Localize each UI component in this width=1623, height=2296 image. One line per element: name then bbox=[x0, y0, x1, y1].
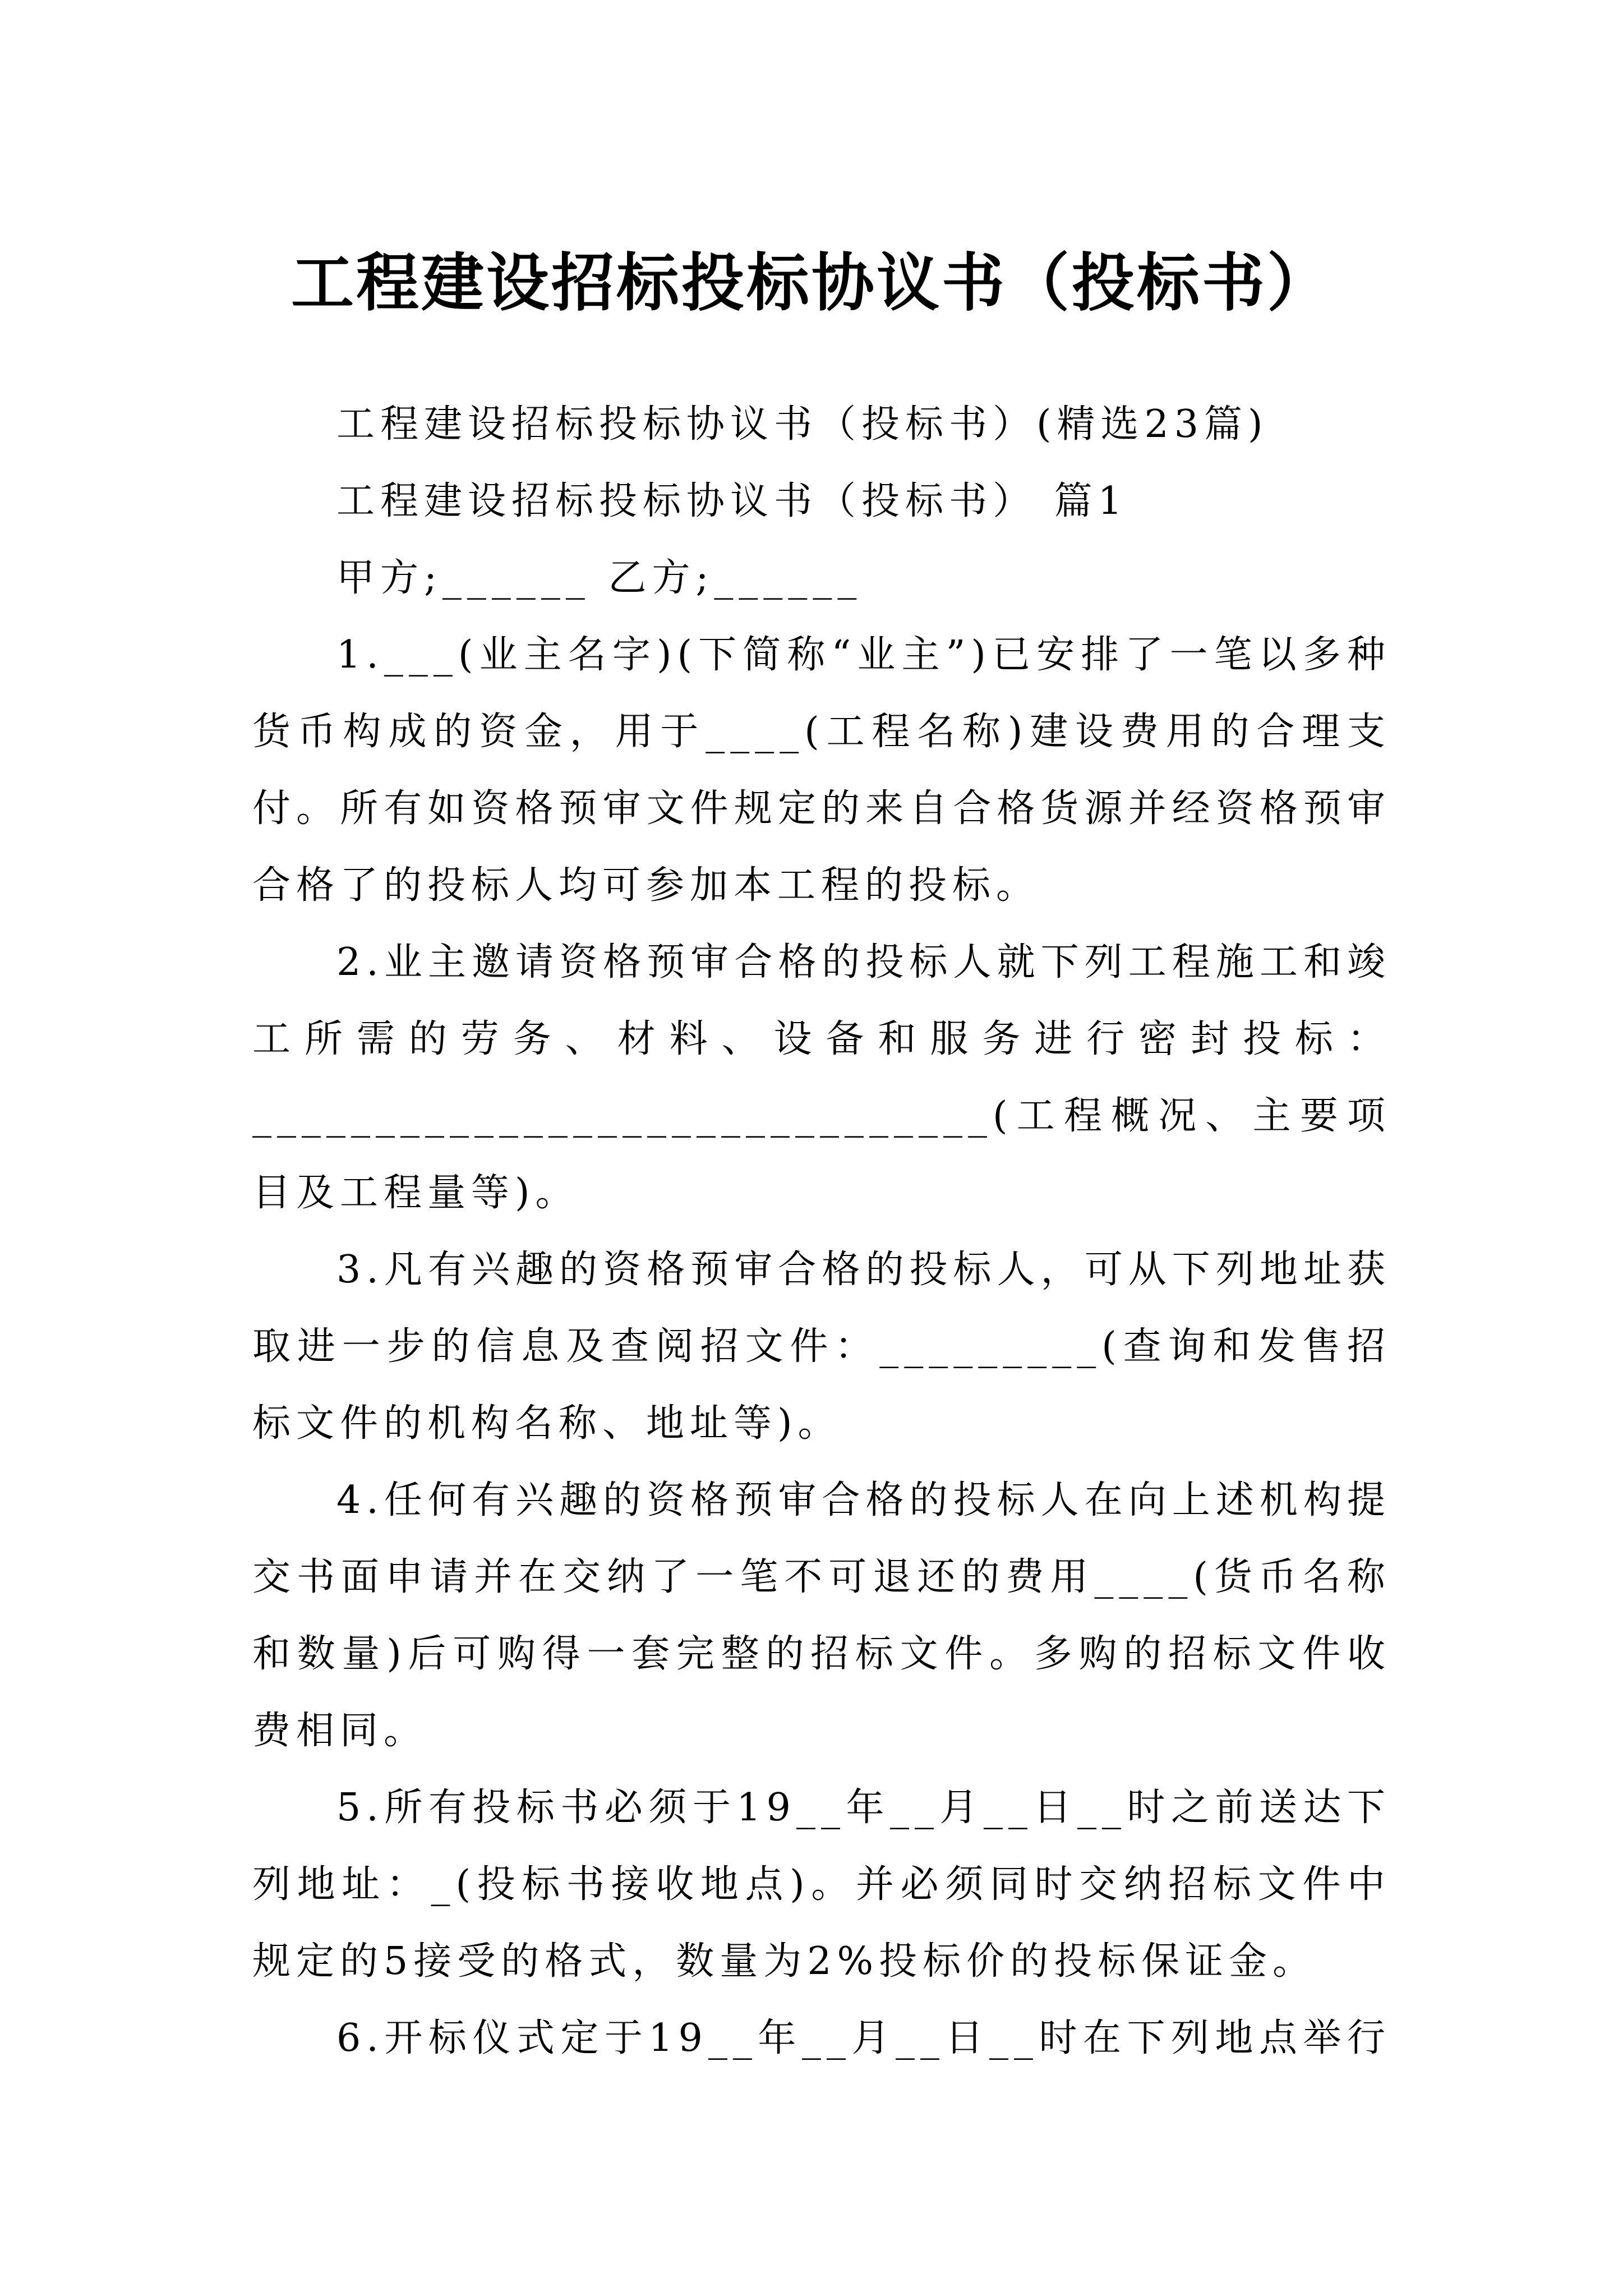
document-body bbox=[252, 386, 1391, 2077]
paragraph: 5.所有投标书必须于19__年__月__日__时之前送达下列地址：_(投标书接收地点)。并必须同时交纳招标文件中规定的5接受的格式，数量为2%投标价的投标保证金。 bbox=[252, 1786, 1391, 1984]
parties-line: 甲方;______ 乙方;______ bbox=[336, 556, 863, 600]
section-heading: 工程建设招标投标协议书（投标书） 篇1 bbox=[336, 479, 1128, 523]
page-title: 工程建设招标投标协议书（投标书） bbox=[291, 246, 1332, 320]
paragraph: 2.业主邀请资格预审合格的投标人就下列工程施工和竣工所需的劳务、材料、设备和服务进行密封投标：______________________________(工程概况、主要项目及工程量等)。 bbox=[252, 940, 1391, 1215]
document-subtitle: 工程建设招标投标协议书（投标书）(精选23篇) bbox=[336, 402, 1269, 447]
paragraph: 4.任何有兴趣的资格预审合格的投标人在向上述机构提交书面申请并在交纳了一笔不可退还的费用____(货币名称和数量)后可购得一套完整的招标文件。多购的招标文件收费相同。 bbox=[252, 1478, 1391, 1753]
paragraph: 1.___(业主名字)(下简称“业主”)已安排了一笔以多种货币构成的资金，用于____(工程名称)建设费用的合理支付。所有如资格预审文件规定的来自合格货源并经资格预审合格了的投标人均可参加本工程的投标。 bbox=[252, 633, 1391, 908]
paragraph: 3.凡有兴趣的资格预审合格的投标人，可从下列地址获取进一步的信息及查阅招文件：_________(查询和发售招标文件的机构名称、地址等)。 bbox=[252, 1248, 1391, 1446]
paragraph: 6.开标仪式定于19__年__月__日__时在下列地点举行 bbox=[336, 2016, 1391, 2060]
